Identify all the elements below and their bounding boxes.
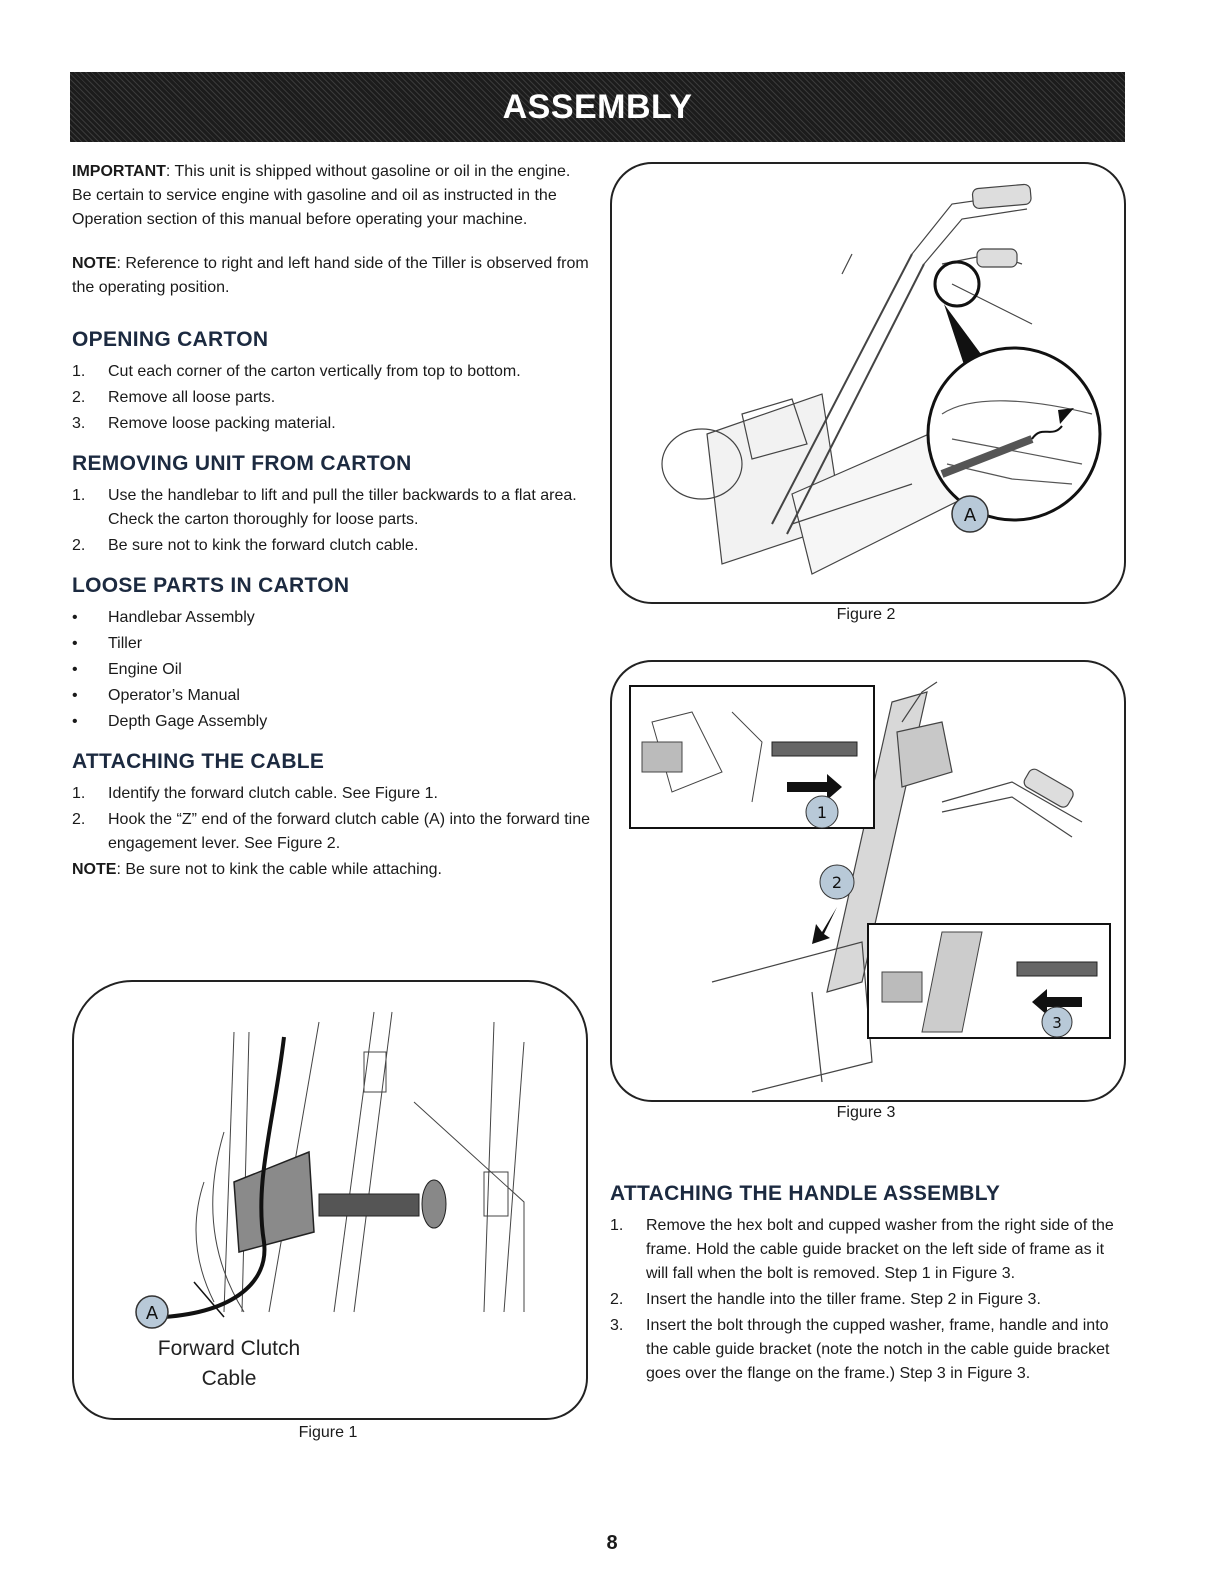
list-item	[72, 534, 592, 558]
forward-clutch-label-line2: Cable	[201, 1367, 257, 1390]
bullet-glyph: •	[72, 661, 78, 678]
attaching-cable-steps	[72, 782, 592, 856]
bullet-glyph: •	[72, 635, 78, 652]
list-item	[72, 808, 592, 856]
figure-2-caption: Figure 2	[836, 606, 896, 623]
step-text: Remove loose packing material.	[108, 415, 336, 432]
step-number: 2.	[72, 811, 86, 828]
attaching-cable-section	[72, 748, 592, 882]
step-text: Insert the bolt through the cupped washer, frame, handle and into the cable guide bracket (note the notch in the cable guide bracket goes over the flange on the frame.) Step 3 in Figure 3.	[646, 1317, 1110, 1382]
item-text: Tiller	[108, 635, 143, 652]
list-item	[72, 782, 592, 806]
inset-3-bolt	[1017, 962, 1097, 976]
note-label: NOTE	[72, 861, 117, 878]
removing-unit-steps	[72, 484, 592, 558]
note-text: : Reference to right and left hand side of the Tiller is observed from the operating position.	[72, 255, 589, 296]
item-text: Depth Gage Assembly	[108, 713, 268, 730]
note-paragraph	[72, 252, 592, 300]
step-text: Insert the handle into the tiller frame. Step 2 in Figure 3.	[646, 1291, 1041, 1308]
banner-title: ASSEMBLY	[502, 87, 693, 126]
step-number: 1.	[72, 785, 86, 802]
opening-carton-heading: OPENING CARTON	[72, 328, 269, 351]
cable-note	[72, 858, 592, 882]
item-text: Operator’s Manual	[108, 687, 240, 704]
step-text: Identify the forward clutch cable. See Figure 1.	[108, 785, 438, 802]
list-item	[610, 1314, 1130, 1386]
step-3-label: 3	[1052, 1014, 1062, 1032]
page-number: 8	[606, 1532, 618, 1554]
list-item	[72, 386, 592, 410]
important-text: : This unit is shipped without gasoline or oil in the engine. Be certain to service engine with gasoline and oil as instructed in the Operation section of this manual before operating your machine.	[72, 163, 571, 228]
figure-2-illustration	[612, 164, 1124, 602]
detail-ring	[935, 262, 979, 306]
callout-a-label: A	[145, 1303, 159, 1324]
list-item	[72, 658, 592, 682]
list-item	[72, 710, 592, 734]
step-number: 3.	[72, 415, 86, 432]
loose-parts-list	[72, 606, 592, 734]
bullet-glyph: •	[72, 609, 78, 626]
figure-1-caption: Figure 1	[298, 1424, 358, 1441]
bullet-glyph: •	[72, 687, 78, 704]
step-number: 1.	[610, 1217, 624, 1234]
list-item	[72, 360, 592, 384]
step-text: Remove the hex bolt and cupped washer from the right side of the frame. Hold the cable guide bracket on the left side of frame as it will fall when the bolt is removed. Step 1 in Figure 3.	[646, 1217, 1114, 1282]
important-paragraph	[72, 160, 592, 232]
note-text: : Be sure not to kink the cable while attaching.	[116, 861, 442, 878]
item-text: Handlebar Assembly	[108, 609, 255, 626]
step-2-label: 2	[831, 873, 843, 892]
step-text: Hook the “Z” end of the forward clutch cable (A) into the forward tine engagement lever. See Figure 2.	[108, 811, 591, 852]
handle-assembly-section	[610, 1180, 1130, 1388]
step-number: 2.	[72, 537, 86, 554]
note-label: NOTE	[72, 255, 117, 272]
figure-1	[72, 980, 588, 1420]
inset-1-bolt	[772, 742, 857, 756]
callout-a-label: A	[963, 505, 977, 526]
loose-parts-heading: LOOSE PARTS IN CARTON	[72, 574, 350, 597]
forward-clutch-label-line1: Forward Clutch	[157, 1337, 301, 1360]
step-number: 2.	[610, 1291, 624, 1308]
step-text: Cut each corner of the carton vertically from top to bottom.	[108, 363, 521, 380]
detail-magnifier	[928, 348, 1100, 520]
list-item	[610, 1214, 1130, 1286]
important-label: IMPORTANT	[72, 163, 166, 180]
step-number: 1.	[72, 487, 86, 504]
figure-2	[610, 162, 1126, 604]
opening-carton-section	[72, 326, 592, 436]
step-text: Remove all loose parts.	[108, 389, 276, 406]
list-item	[72, 412, 592, 436]
opening-carton-steps	[72, 360, 592, 436]
step-number: 1.	[72, 363, 86, 380]
list-item	[72, 606, 592, 630]
list-item	[72, 484, 592, 532]
removing-unit-section	[72, 450, 592, 558]
item-text: Engine Oil	[108, 661, 182, 678]
figure-1-illustration	[74, 982, 586, 1418]
step-text: Be sure not to kink the forward clutch cable.	[108, 537, 419, 554]
figure-3-illustration	[612, 662, 1124, 1100]
loose-parts-section	[72, 572, 592, 734]
step-number: 3.	[610, 1317, 624, 1334]
step-number: 2.	[72, 389, 86, 406]
attaching-handle-steps	[610, 1214, 1130, 1386]
bullet-glyph: •	[72, 713, 78, 730]
step-2-arrow	[812, 907, 837, 944]
figure-3-caption: Figure 3	[836, 1104, 896, 1121]
figure-3	[610, 660, 1126, 1102]
attaching-handle-heading: ATTACHING THE HANDLE ASSEMBLY	[610, 1182, 1001, 1205]
list-item	[610, 1288, 1130, 1312]
list-item	[72, 632, 592, 656]
attaching-cable-heading: ATTACHING THE CABLE	[72, 750, 325, 773]
list-item	[72, 684, 592, 708]
step-text: Use the handlebar to lift and pull the tiller backwards to a flat area. Check the carton thoroughly for loose parts.	[108, 487, 577, 528]
section-banner	[70, 72, 1125, 142]
bolt-washer	[422, 1180, 446, 1228]
left-column	[72, 160, 592, 896]
step-1-label: 1	[816, 803, 828, 822]
bolt-shaft	[319, 1194, 419, 1216]
removing-unit-heading: REMOVING UNIT FROM CARTON	[72, 452, 412, 475]
